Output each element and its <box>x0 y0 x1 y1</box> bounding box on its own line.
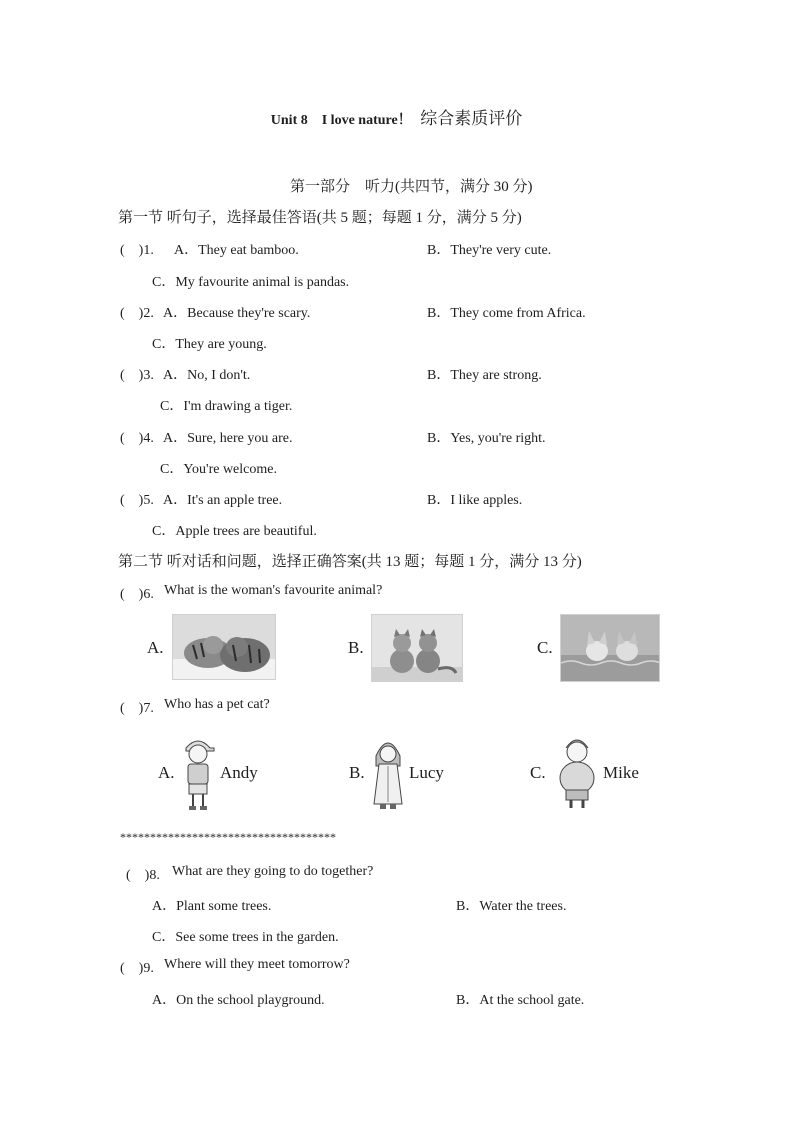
cats-image <box>371 614 463 682</box>
q6-label-c: C. <box>537 638 553 657</box>
q2-number: ( )2. <box>120 306 154 321</box>
tigers-image <box>172 614 276 680</box>
q6-label-b: B. <box>348 638 364 657</box>
separator-stars: ************************************ <box>120 830 336 844</box>
q5-option-a: A．It's an apple tree. <box>163 493 283 508</box>
q7-name-mike: Mike <box>603 763 639 782</box>
q1-option-c: C．My favourite animal is pandas. <box>152 275 350 290</box>
q3-number: ( )3. <box>120 368 154 383</box>
q9-option-a: A．On the school playground. <box>152 993 325 1008</box>
q3-option-b: B．They are strong. <box>427 368 542 383</box>
q7-label-c: C. <box>530 763 546 782</box>
q2-option-c: C．They are young. <box>152 337 267 352</box>
q8-option-c: C．See some trees in the garden. <box>152 930 339 945</box>
q8-number: ( )8. <box>126 868 160 883</box>
q3-option-c: C．I'm drawing a tiger. <box>160 399 293 414</box>
q4-option-a: A．Sure, here you are. <box>163 431 293 446</box>
q6-question: What is the woman's favourite animal? <box>164 583 383 598</box>
q5-option-c: C．Apple trees are beautiful. <box>152 524 317 539</box>
mike-figure <box>554 732 600 812</box>
unit-name: I love nature！ <box>321 113 412 128</box>
q7-name-andy: Andy <box>220 763 258 782</box>
q1-option-a: A．They eat bamboo. <box>174 243 299 258</box>
page-title <box>0 104 793 129</box>
q4-number: ( )4. <box>120 431 154 446</box>
q8-option-a: A．Plant some trees. <box>152 899 272 914</box>
q6-number: ( )6. <box>120 587 154 602</box>
q7-label-b: B. <box>349 763 365 782</box>
q7-label-a: A. <box>158 763 175 782</box>
q5-number: ( )5. <box>120 493 154 508</box>
q8-question: What are they going to do together? <box>172 864 374 879</box>
andy-figure <box>180 732 216 812</box>
q9-option-b: B．At the school gate. <box>456 993 585 1008</box>
section1-heading: 第一节 听句子，选择最佳答语(共 5 题；每题 1 分，满分 5 分) <box>118 210 522 226</box>
q9-question: Where will they meet tomorrow? <box>164 957 350 972</box>
q7-name-lucy: Lucy <box>409 763 444 782</box>
q5-option-b: B．I like apples. <box>427 493 523 508</box>
q2-option-b: B．They come from Africa. <box>427 306 586 321</box>
unit-label: Unit 8 <box>270 113 308 128</box>
q1-option-b: B．They're very cute. <box>427 243 552 258</box>
q9-number: ( )9. <box>120 961 154 976</box>
dogs-image <box>560 614 660 682</box>
section2-heading: 第二节 听对话和问题，选择正确答案(共 13 题；每题 1 分，满分 13 分) <box>118 554 582 570</box>
q7-number: ( )7. <box>120 701 154 716</box>
q7-question: Who has a pet cat? <box>164 697 270 712</box>
q1-number: ( )1. <box>120 243 154 258</box>
part-heading: 第一部分 听力(共四节，满分 30 分) <box>290 179 533 195</box>
q2-option-a: A．Because they're scary. <box>163 306 311 321</box>
q4-option-c: C．You're welcome. <box>160 462 277 477</box>
q8-option-b: B．Water the trees. <box>456 899 567 914</box>
lucy-figure <box>370 732 406 812</box>
q3-option-a: A．No, I don't. <box>163 368 251 383</box>
q6-label-a: A. <box>147 638 164 657</box>
q4-option-b: B．Yes, you're right. <box>427 431 546 446</box>
title-cn: 综合素质评价 <box>420 109 523 128</box>
